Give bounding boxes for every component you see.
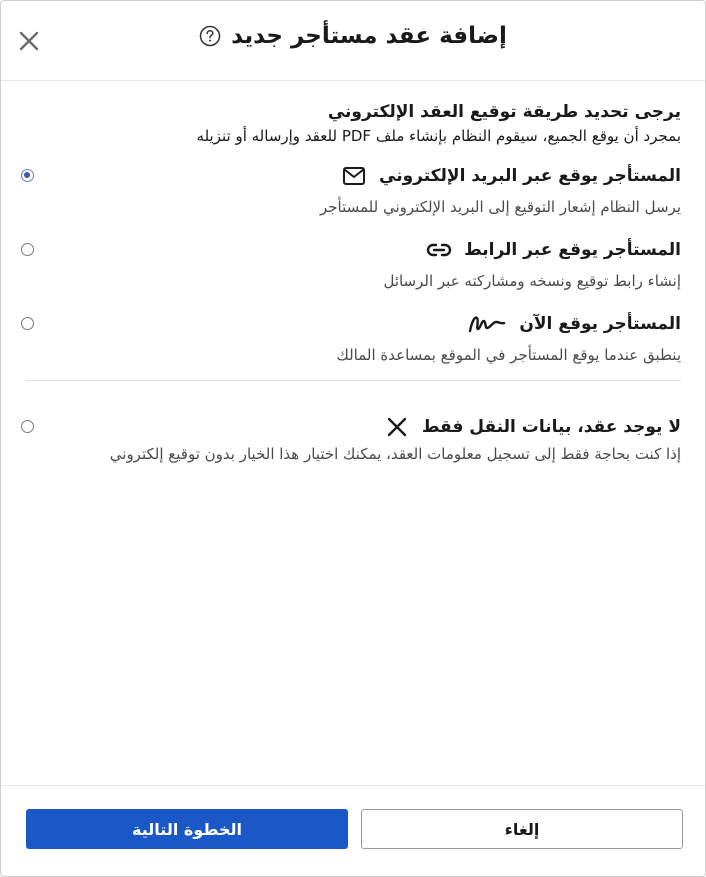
cancel-button[interactable]: إلغاء bbox=[361, 809, 683, 849]
radio-sign-via-link[interactable] bbox=[21, 243, 34, 256]
option-content bbox=[25, 311, 681, 367]
envelope-icon bbox=[341, 163, 367, 189]
option-header bbox=[25, 163, 681, 189]
option-description: إذا كنت بحاجة فقط إلى تسجيل معلومات العقد، يمكنك اختيار هذا الخيار بدون توقيع إلكتروني bbox=[109, 445, 681, 463]
link-icon bbox=[426, 237, 452, 263]
radio-no-contract[interactable] bbox=[21, 420, 34, 433]
signature-icon bbox=[467, 311, 507, 337]
radio-sign-now[interactable] bbox=[21, 317, 34, 330]
option-label: المستأجر يوقع عبر الرابط bbox=[464, 240, 681, 260]
option-content bbox=[25, 163, 681, 219]
next-step-button[interactable]: الخطوة التالية bbox=[26, 809, 348, 849]
option-sign-via-email[interactable] bbox=[25, 163, 681, 219]
dialog-footer bbox=[1, 785, 705, 876]
option-header bbox=[25, 311, 681, 337]
option-sign-via-link[interactable] bbox=[25, 237, 681, 293]
dialog-header bbox=[1, 1, 705, 81]
title-group bbox=[1, 23, 705, 49]
option-header bbox=[25, 237, 681, 263]
dialog-body bbox=[25, 97, 681, 466]
option-header bbox=[25, 414, 681, 440]
radio-sign-via-email[interactable] bbox=[21, 169, 34, 182]
option-content bbox=[25, 414, 681, 466]
option-label: المستأجر يوقع الآن bbox=[519, 314, 681, 334]
option-no-contract[interactable] bbox=[25, 414, 681, 466]
dialog-title: إضافة عقد مستأجر جديد bbox=[231, 23, 507, 49]
option-description: ينطبق عندما يوقع المستأجر في الموقع بمساعدة المالك bbox=[336, 346, 681, 364]
instructions-title: يرجى تحديد طريقة توقيع العقد الإلكتروني bbox=[327, 102, 681, 122]
option-description: يرسل النظام إشعار التوقيع إلى البريد الإلكتروني للمستأجر bbox=[319, 198, 681, 216]
help-circle-icon[interactable] bbox=[199, 25, 221, 47]
option-content bbox=[25, 237, 681, 293]
option-description: إنشاء رابط توقيع ونسخه ومشاركته عبر الرسائل bbox=[383, 272, 681, 290]
x-mark-icon bbox=[384, 414, 410, 440]
option-sign-now[interactable] bbox=[25, 311, 681, 367]
option-label: المستأجر يوقع عبر البريد الإلكتروني bbox=[379, 166, 681, 186]
options-divider bbox=[25, 380, 681, 381]
option-label: لا يوجد عقد، بيانات النقل فقط bbox=[421, 417, 681, 437]
instructions-text: بمجرد أن يوقع الجميع، سيقوم النظام بإنشاء ملف PDF للعقد وإرساله أو تنزيله bbox=[196, 127, 681, 145]
